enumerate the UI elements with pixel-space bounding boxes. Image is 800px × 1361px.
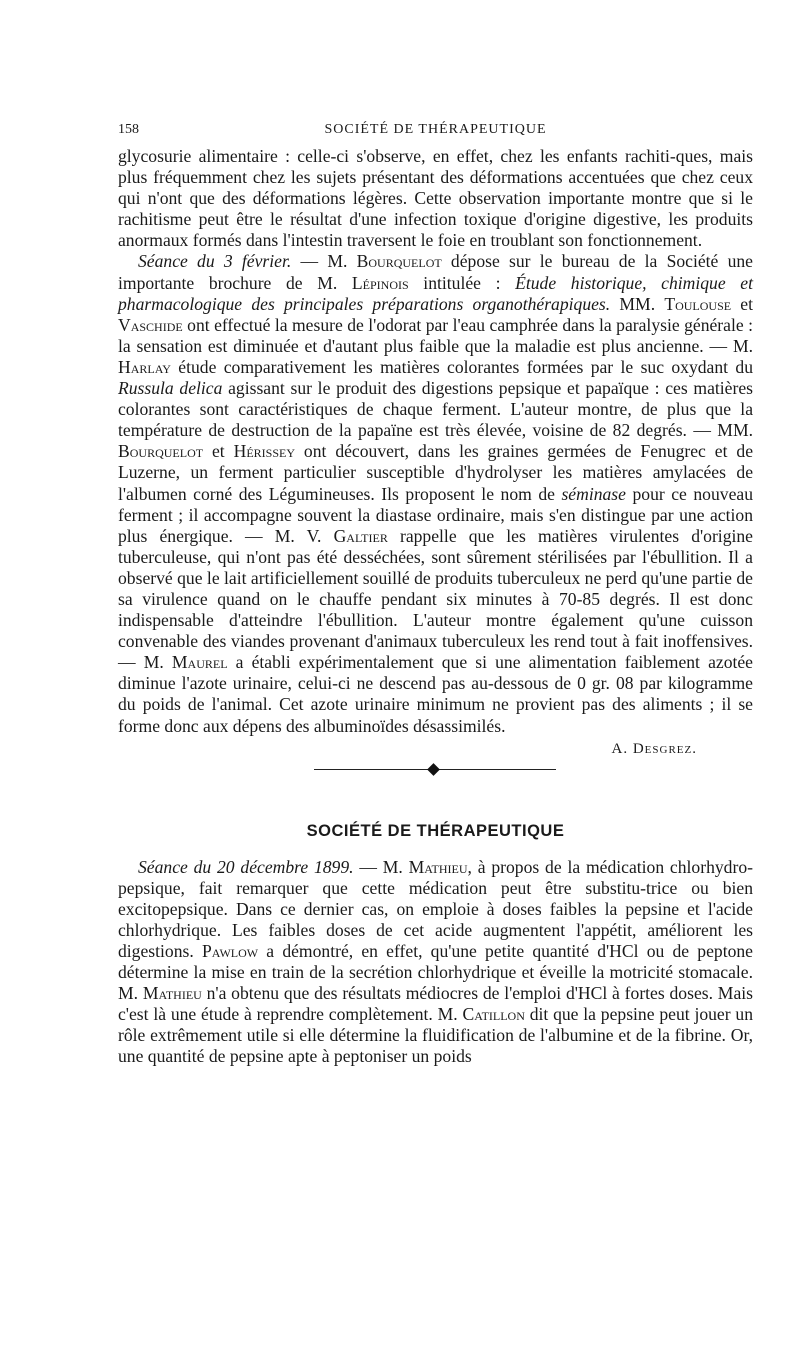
text-run: agissant sur le produit des digestions pepsique et papaïque : ces matières colorantes sont caractéristiques de chaque ferment. L'auteur montre, de plus que la température de destruction de la papaïne est très élevée, voisine de 82 degrés. — MM. xyxy=(118,378,753,441)
text-run: a établi expérimentalement que si une alimentation faiblement azotée diminue l'azote urinaire, celui-ci ne descend pas au-dessous de 0 gr. 08 par kilogramme du poids de l'animal. Cet azote urinaire minimum ne provient pas des aliments ; il se forme donc aux dépens des albuminoïdes désassimilés. xyxy=(118,652,753,736)
small-caps-name: Mathieu xyxy=(408,856,468,877)
page-number: 158 xyxy=(118,122,139,137)
section-separator xyxy=(118,760,753,780)
small-caps-name: Hérissey xyxy=(233,441,295,462)
small-caps-name: Bourquelot xyxy=(118,441,204,462)
paragraph-seance-3-fevrier xyxy=(118,251,753,736)
text-run: dépose sur le bureau de la Société une importante brochure de M. xyxy=(118,251,753,293)
text-run: pour ce nouveau ferment ; il accompagne souvent la diastase ordinaire, mais s'en distingue par une action plus énergique. — M. V. xyxy=(118,483,753,546)
text-run: ont découvert, dans les graines germées de Fenugrec et de Luzerne, un ferment particulier susceptible d'hydrolyser les matières amylacées de l'albumen corné des Légumineuses. Ils proposent le nom de xyxy=(118,441,754,504)
text-run: étude comparativement les matières colorantes formées par le suc oxydant du xyxy=(170,356,753,377)
paragraph-glycosurie xyxy=(118,146,753,251)
diamond-ornament-icon xyxy=(427,763,440,776)
small-caps-name: Lépinois xyxy=(351,272,409,293)
text-run: MM. xyxy=(610,293,665,314)
text-run: — M. xyxy=(291,251,357,272)
text-run: et xyxy=(731,293,753,314)
small-caps-name: Catillon xyxy=(462,1004,525,1025)
small-caps-name: Maurel xyxy=(171,652,228,673)
small-caps-name: Mathieu xyxy=(142,983,202,1004)
section-title: SOCIÉTÉ DE THÉRAPEUTIQUE xyxy=(306,821,565,840)
italic-run: Étude historique, chimique et pharmacologique des principales préparations organothérapiques. xyxy=(118,272,753,314)
text-run: , à propos de la médication chlorhydro-pepsique, fait remarquer que cette médication peut être substitu-trice ou bien excitopepsique. Dans ce dernier cas, on emploie à doses faibles la pepsine et l'acide chlorhydrique. Les faibles doses de cet acide augmentent l'appétit, améliorent les digestions. xyxy=(118,856,753,961)
text-run: dit que la pepsine peut jouer un rôle extrêmement utile si elle détermine la fluidification de l'albumine et de la fibrine. Or, une quantité de pepsine apte à peptoniser un poids xyxy=(118,1004,753,1067)
text-run: intitulée : xyxy=(408,272,516,293)
italic-run: Russula delica xyxy=(118,378,223,399)
running-title: SOCIÉTÉ DE THÉRAPEUTIQUE xyxy=(324,122,547,137)
running-head xyxy=(118,118,753,146)
paragraph-seance-20-decembre xyxy=(118,857,753,1068)
small-caps-name: Galtier xyxy=(333,525,388,546)
small-caps-name: Bourquelot xyxy=(356,251,442,272)
text-run: rappelle que les matières virulentes d'origine tuberculeuse, qui n'ont pas été desséchées, sont sûrement stérilisées par l'ébullition. Il a observé que le lait artificiellement souillé de produits tuberculeux ne perd qu'une partie de sa virulence quand on le chauffe pendant six minutes à 70-85 degrés. Il est donc indispensable d'atteindre l'ébullition. L'auteur montre également qu'une cuisson convenable des viandes provenant d'animaux tuberculeux les rend tout à fait inoffensives. — M. xyxy=(118,525,753,673)
small-caps-name: Vaschide xyxy=(118,314,183,335)
text-run: a démontré, en effet, qu'une petite quantité d'HCl ou de peptone détermine la mise en train de la secrétion chlorhydrique et éveille la motricité stomacale. M. xyxy=(118,941,753,1004)
text-run: et xyxy=(203,441,234,462)
small-caps-name: Pawlow xyxy=(201,941,259,961)
italic-run: séminase xyxy=(561,483,626,504)
text-run: — M. xyxy=(353,856,409,877)
italic-run: Séance du 3 février. xyxy=(138,251,292,272)
small-caps-name: Toulouse xyxy=(664,293,732,314)
small-caps-name: Harlay xyxy=(118,356,171,377)
article-biologie xyxy=(118,146,753,758)
italic-run: Séance du 20 décembre 1899. xyxy=(138,856,354,877)
article-therapeutique xyxy=(118,857,753,1068)
text-run: glycosurie alimentaire : celle-ci s'observe, en effet, chez les enfants rachiti-ques, mais plus fréquemment chez les sujets présentant des déformations accentuées que chez ceux qui n'ont que des déformations légères. Cette observation importante montre que si le rachitisme peut être le résultat d'une infection toxique d'origine digestive, les produits anormaux formés dans l'intestin traversent le foie en troublant son fonctionnement. xyxy=(118,146,753,251)
text-run: ont effectué la mesure de l'odorat par l'eau camphrée dans la paralysie générale : la sensation est diminuée et d'autant plus faible que la maladie est plus ancienne. — M. xyxy=(118,314,753,356)
text-run: n'a obtenu que des résultats médiocres de l'emploi d'HCl à fortes doses. Mais c'est là une étude à reprendre complètement. M. xyxy=(118,983,753,1025)
signature: A. Desgrez. xyxy=(611,740,697,757)
page xyxy=(118,118,753,1068)
